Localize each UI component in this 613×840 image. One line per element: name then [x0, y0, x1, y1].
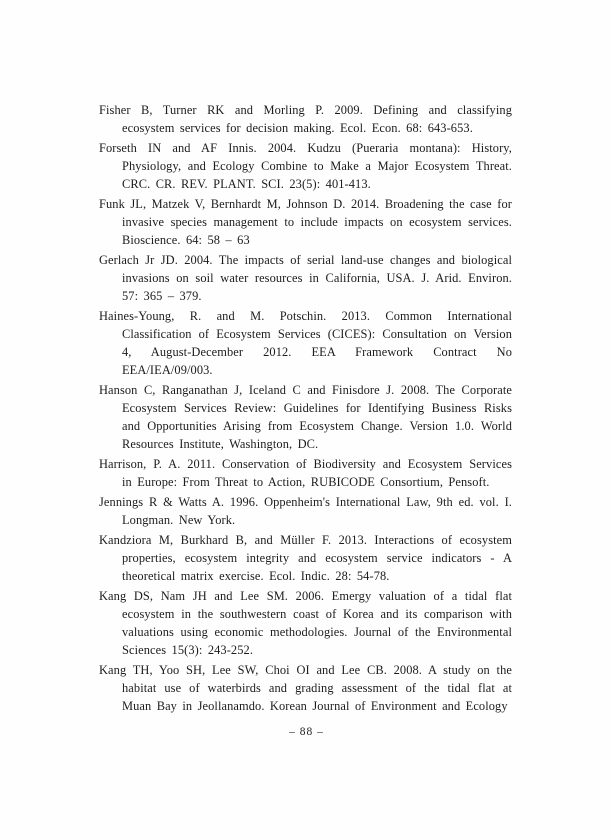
- reference-entry: Jennings R & Watts A. 1996. Oppenheim's International Law, 9th ed. vol. I. Longman. New York.: [99, 495, 512, 527]
- reference-entry: Haines-Young, R. and M. Potschin. 2013. Common International Classification of Ecosystem Services (CICES): Consultation on Version 4, August-December 2012. EEA Framework Contract No EEA/IEA/09/003.: [99, 309, 512, 377]
- reference-entry: Kang TH, Yoo SH, Lee SW, Choi OI and Lee CB. 2008. A study on the habitat use of waterbirds and grading assessment of the tidal flat at Muan Bay in Jeollanamdo. Korean Journal of Environment and Ecology: [99, 663, 512, 713]
- reference-entry: Hanson C, Ranganathan J, Iceland C and Finisdore J. 2008. The Corporate Ecosystem Services Review: Guidelines for Identifying Business Risks and Opportunities Arising from Ecosystem Change. Version 1.0. World Resources Institute, Washington, DC.: [99, 383, 512, 451]
- reference-entry: Harrison, P. A. 2011. Conservation of Biodiversity and Ecosystem Services in Europe: From Threat to Action, RUBICODE Consortium, Pensoft.: [99, 457, 512, 489]
- reference-entry: Funk JL, Matzek V, Bernhardt M, Johnson D. 2014. Broadening the case for invasive species management to include impacts on ecosystem services. Bioscience. 64: 58 – 63: [99, 197, 512, 247]
- reference-entry: Gerlach Jr JD. 2004. The impacts of serial land-use changes and biological invasions on soil water resources in California, USA. J. Arid. Environ. 57: 365 – 379.: [99, 253, 512, 303]
- reference-entry: Forseth IN and AF Innis. 2004. Kudzu (Pueraria montana): History, Physiology, and Ecology Combine to Make a Major Ecosystem Threat. CRC. CR. REV. PLANT. SCI. 23(5): 401-413.: [99, 141, 512, 191]
- reference-entry: Fisher B, Turner RK and Morling P. 2009. Defining and classifying ecosystem services for decision making. Ecol. Econ. 68: 643-653.: [99, 103, 512, 135]
- reference-entry: Kandziora M, Burkhard B, and Müller F. 2013. Interactions of ecosystem properties, ecosystem integrity and ecosystem service indicators - A theoretical matrix exercise. Ecol. Indic. 28: 54-78.: [99, 533, 512, 583]
- page-number: – 88 –: [289, 726, 324, 738]
- reference-entry: Kang DS, Nam JH and Lee SM. 2006. Emergy valuation of a tidal flat ecosystem in the southwestern coast of Korea and its comparison with valuations using economic methodologies. Journal of the Environmental Sciences 15(3): 243-252.: [99, 589, 512, 657]
- references-list: [99, 101, 512, 715]
